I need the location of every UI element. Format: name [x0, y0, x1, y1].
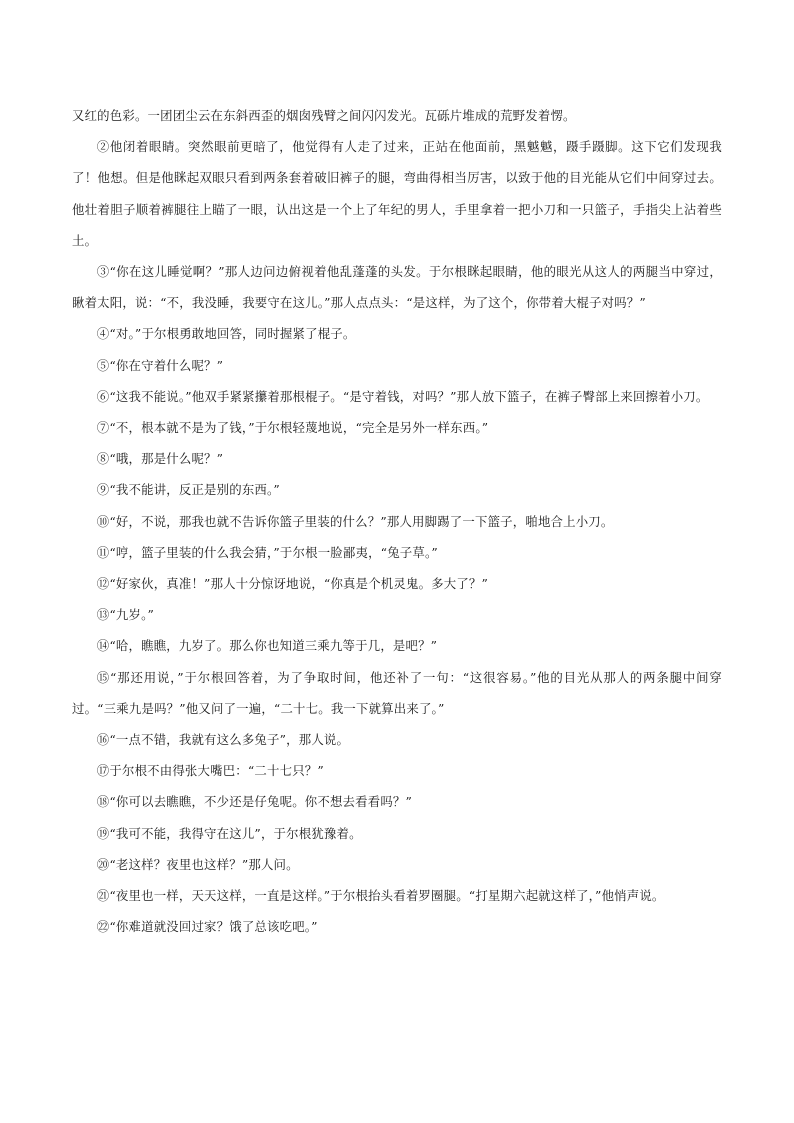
paragraph-5: ⑤“你在守着什么呢？”	[96, 357, 224, 373]
paragraph-11: ⑪“哼，篮子里装的什么我会猜，”于尔根一脸鄙夷，“兔子草。”	[96, 544, 438, 560]
paragraph-19: ⑲“我可不能，我得守在这儿”，于尔根犹豫着。	[96, 825, 362, 841]
story-text	[72, 100, 722, 942]
paragraph-7: ⑦“不，根本就不是为了钱，”于尔根轻蔑地说，“完全是另外一样东西。”	[96, 420, 489, 436]
paragraph-14: ⑭“哈，瞧瞧，九岁了。那么你也知道三乘九等于几，是吧？”	[96, 638, 438, 654]
paragraph-6: ⑥“这我不能说。”他双手紧紧攥着那根棍子。“是守着钱，对吗？”那人放下篮子，在裤子臀部上来回擦着小刀。	[96, 388, 709, 404]
paragraph-21: ㉑“夜里也一样，天天这样，一直是这样。”于尔根抬头看着罗圈腿。“打星期六起就这样了，”他悄声说。	[96, 888, 665, 904]
paragraph-13: ⑬“九岁。”	[96, 607, 155, 623]
paragraph-17: ⑰于尔根不由得张大嘴巴：“二十七只？”	[96, 763, 324, 779]
paragraph-20: ⑳“老这样？夜里也这样？”那人问。	[96, 856, 299, 872]
paragraph-15: ⑮“那还用说，”于尔根回答着，为了争取时间，他还补了一句：“这很容易。”他的目光从那人的两条腿中间穿过。“三乘九是吗？”他又问了一遍，“二十七。我一下就算出来了。”	[72, 669, 722, 716]
paragraph-3: ③“你在这儿睡觉啊？”那人边问边俯视着他乱蓬蓬的头发。于尔根眯起眼睛，他的眼光从这人的两腿当中穿过，瞅着太阳，说：“不，我没睡，我要守在这儿。”那人点点头：“是这样，为了这个，你带着大棍子对吗？”	[72, 264, 722, 311]
paragraph-9: ⑨“我不能讲，反正是别的东西。”	[96, 482, 280, 498]
paragraph-18: ⑱“你可以去瞧瞧，不少还是仔兔呢。你不想去看看吗？”	[96, 794, 413, 810]
paragraph-16: ⑯“一点不错，我就有这么多兔子”，那人说。	[96, 732, 350, 748]
paragraph-12: ⑫“好家伙，真准！”那人十分惊讶地说，“你真是个机灵鬼。多大了？”	[96, 576, 489, 592]
paragraph-22: ㉒“你难道就没回过家？饿了总该吃吧。”	[96, 919, 318, 935]
paragraph-4: ④“对。”于尔根勇敢地回答，同时握紧了棍子。	[96, 326, 356, 342]
paragraph-8: ⑧“哦，那是什么呢？”	[96, 451, 224, 467]
paragraph-2: ②他闭着眼睛。突然眼前更暗了，他觉得有人走了过来，正站在他面前，黑魆魆，蹑手蹑脚。这下它们发现我了！他想。但是他眯起双眼只看到两条套着破旧裤子的腿，弯曲得相当厉害，以致于他的目光能从它们中间穿过去。他壮着胆子顺着裤腿往上瞄了一眼，认出这是一个上了年纪的男人，手里拿着一把小刀和一只篮子，手指尖上沾着些土。	[72, 139, 722, 248]
paragraph-10: ⑩“好，不说，那我也就不告诉你篮子里装的什么？”那人用脚踢了一下篮子，啪地合上小刀。	[96, 513, 614, 529]
paragraph-1: 又红的色彩。一团团尘云在东斜西歪的烟囱残臂之间闪闪发光。瓦砾片堆成的荒野发着愣。	[72, 108, 576, 123]
